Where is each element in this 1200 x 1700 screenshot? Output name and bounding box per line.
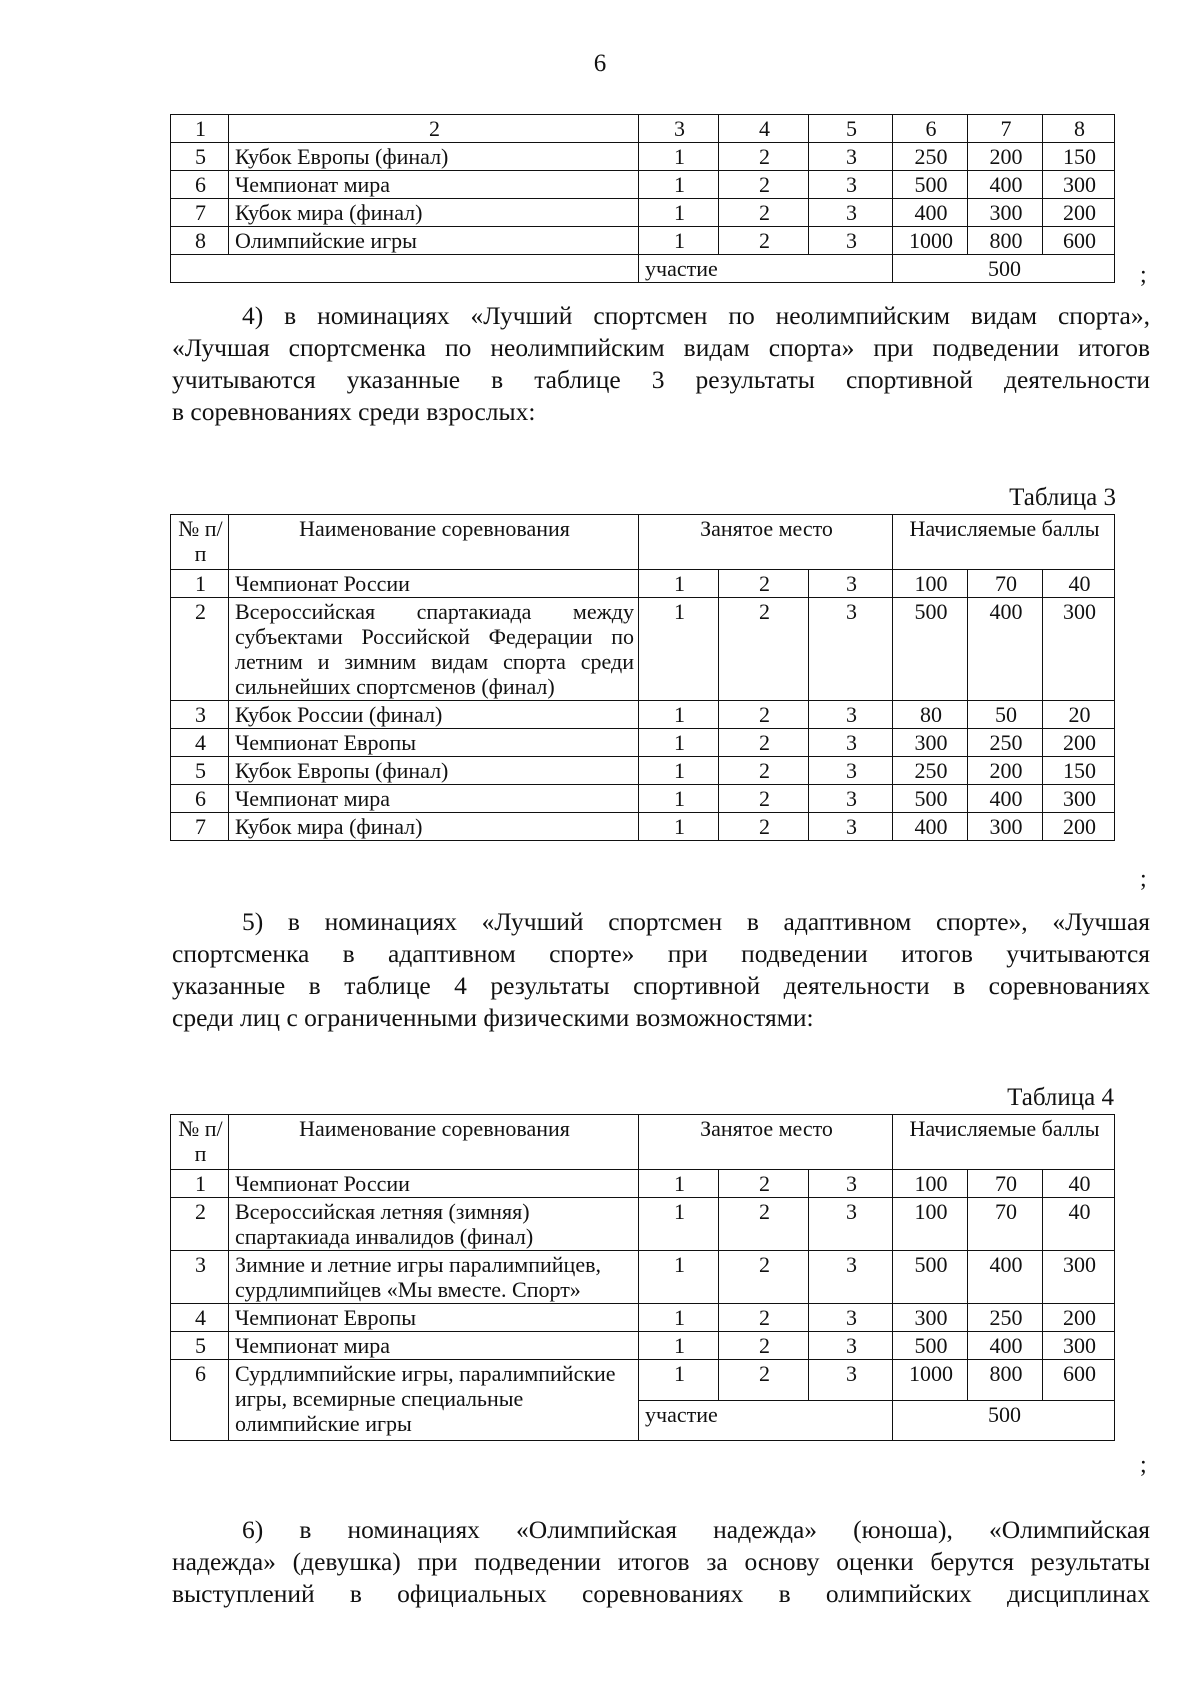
row-number: 5 (171, 757, 229, 785)
column-number: 5 (809, 115, 893, 143)
place-3: 3 (809, 757, 893, 785)
place-1: 1 (639, 813, 719, 841)
table-row (171, 1304, 1115, 1332)
table-header-row (171, 1115, 1115, 1170)
place-2: 2 (719, 1304, 809, 1332)
table-row (171, 1198, 1115, 1251)
place-3: 3 (809, 701, 893, 729)
competition-name: Чемпионат мира (229, 171, 639, 199)
text-line: среди лиц с ограниченными физическими возможностями: (172, 1003, 814, 1032)
column-number: 3 (639, 115, 719, 143)
end-semicolon: ; (1140, 866, 1147, 892)
place-1: 1 (639, 1251, 719, 1304)
place-2: 2 (719, 143, 809, 171)
place-3: 3 (809, 1360, 893, 1401)
place-2: 2 (719, 570, 809, 598)
row-number: 2 (171, 1198, 229, 1251)
table-row (171, 785, 1115, 813)
points-3: 20 (1043, 701, 1115, 729)
header-points: Начисляемые баллы (893, 515, 1115, 570)
competition-name: Зимние и летние игры паралимпийцев, сурдлимпийцев «Мы вместе. Спорт» (229, 1251, 639, 1304)
points-2: 200 (968, 757, 1043, 785)
table-row (171, 598, 1115, 701)
points-2: 70 (968, 570, 1043, 598)
points-3: 300 (1043, 1251, 1115, 1304)
end-semicolon: ; (1140, 1452, 1147, 1478)
points-2: 250 (968, 1304, 1043, 1332)
participation-points: 500 (893, 255, 1115, 283)
place-2: 2 (719, 813, 809, 841)
points-1: 400 (893, 813, 968, 841)
points-2: 800 (968, 227, 1043, 255)
points-2: 400 (968, 1251, 1043, 1304)
table-row (171, 1251, 1115, 1304)
points-3: 200 (1043, 1304, 1115, 1332)
place-2: 2 (719, 785, 809, 813)
points-1: 100 (893, 570, 968, 598)
competition-name: Чемпионат России (229, 570, 639, 598)
points-2: 250 (968, 729, 1043, 757)
paragraph-item-5 (172, 906, 1150, 1034)
row-number: 3 (171, 701, 229, 729)
place-1: 1 (639, 598, 719, 701)
place-1: 1 (639, 227, 719, 255)
table-row (171, 227, 1115, 255)
place-3: 3 (809, 1304, 893, 1332)
text-line: указанные в таблице 4 результаты спортивной деятельности в соревнованиях (172, 971, 1150, 1000)
points-2: 800 (968, 1360, 1043, 1401)
competition-name: Чемпионат Европы (229, 729, 639, 757)
place-1: 1 (639, 199, 719, 227)
competition-name: Всероссийская спартакиада между субъектами Российской Федерации по летним и зимним видам спорта среди сильнейших спортсменов (финал) (229, 598, 639, 701)
place-3: 3 (809, 1251, 893, 1304)
place-2: 2 (719, 1170, 809, 1198)
table-row (171, 701, 1115, 729)
place-2: 2 (719, 701, 809, 729)
points-2: 200 (968, 143, 1043, 171)
place-1: 1 (639, 785, 719, 813)
place-2: 2 (719, 757, 809, 785)
place-1: 1 (639, 1304, 719, 1332)
place-3: 3 (809, 813, 893, 841)
place-3: 3 (809, 729, 893, 757)
points-1: 80 (893, 701, 968, 729)
competition-name: Чемпионат России (229, 1170, 639, 1198)
text-line: спортсменка в адаптивном спорте» при подведении итогов учитываются (172, 939, 1150, 968)
points-1: 500 (893, 1332, 968, 1360)
points-2: 400 (968, 785, 1043, 813)
place-2: 2 (719, 1198, 809, 1251)
text-line: 6) в номинациях «Олимпийская надежда» (юноша), «Олимпийская (242, 1515, 1150, 1544)
table-row (171, 199, 1115, 227)
place-2: 2 (719, 598, 809, 701)
points-3: 40 (1043, 570, 1115, 598)
table-row (171, 570, 1115, 598)
text-line: 4) в номинациях «Лучший спортсмен по неолимпийским видам спорта», (242, 301, 1150, 330)
table-row (171, 143, 1115, 171)
participation-points: 500 (893, 1400, 1115, 1441)
points-3: 300 (1043, 785, 1115, 813)
points-3: 600 (1043, 227, 1115, 255)
place-3: 3 (809, 143, 893, 171)
table-header-row (171, 515, 1115, 570)
place-3: 3 (809, 171, 893, 199)
place-3: 3 (809, 199, 893, 227)
header-place: Занятое место (639, 1115, 893, 1170)
participation-row (171, 255, 1115, 283)
table-row (171, 1170, 1115, 1198)
end-semicolon: ; (1140, 262, 1147, 288)
row-number: 4 (171, 1304, 229, 1332)
points-1: 100 (893, 1170, 968, 1198)
place-2: 2 (719, 199, 809, 227)
points-3: 300 (1043, 598, 1115, 701)
place-3: 3 (809, 227, 893, 255)
points-3: 600 (1043, 1360, 1115, 1401)
place-3: 3 (809, 1170, 893, 1198)
table-row (171, 813, 1115, 841)
header-place: Занятое место (639, 515, 893, 570)
place-3: 3 (809, 1332, 893, 1360)
header-points: Начисляемые баллы (893, 1115, 1115, 1170)
row-number: 4 (171, 729, 229, 757)
points-1: 500 (893, 171, 968, 199)
header-number: № п/п (171, 1115, 229, 1170)
competition-name: Кубок мира (финал) (229, 813, 639, 841)
text-line: надежда» (девушка) при подведении итогов за основу оценки берутся результаты (172, 1547, 1150, 1576)
points-2: 400 (968, 171, 1043, 199)
points-3: 150 (1043, 143, 1115, 171)
competition-name: Чемпионат мира (229, 1332, 639, 1360)
place-1: 1 (639, 1198, 719, 1251)
row-number: 5 (171, 1332, 229, 1360)
competition-name: Всероссийская летняя (зимняя) спартакиада инвалидов (финал) (229, 1198, 639, 1251)
points-2: 300 (968, 199, 1043, 227)
row-number: 7 (171, 813, 229, 841)
points-2: 300 (968, 813, 1043, 841)
table-3-caption: Таблица 3 (1009, 484, 1116, 511)
table-4-caption: Таблица 4 (1007, 1084, 1114, 1111)
empty-cell (171, 255, 639, 283)
competition-name: Сурдлимпийские игры, паралимпийские игры, всемирные специальные олимпийские игры (229, 1360, 639, 1441)
points-3: 40 (1043, 1198, 1115, 1251)
column-number: 6 (893, 115, 968, 143)
table-row (171, 171, 1115, 199)
participation-label: участие (639, 255, 893, 283)
text-line: в соревнованиях среди взрослых: (172, 397, 536, 426)
place-1: 1 (639, 570, 719, 598)
competition-name: Кубок Европы (финал) (229, 143, 639, 171)
row-number: 1 (171, 570, 229, 598)
place-1: 1 (639, 1360, 719, 1401)
text-line: «Лучшая спортсменка по неолимпийским видам спорта» при подведении итогов (172, 333, 1150, 362)
table-row (171, 1360, 1115, 1401)
points-2: 70 (968, 1170, 1043, 1198)
competition-name: Чемпионат мира (229, 785, 639, 813)
row-number: 6 (171, 785, 229, 813)
points-3: 200 (1043, 813, 1115, 841)
place-2: 2 (719, 171, 809, 199)
points-3: 150 (1043, 757, 1115, 785)
place-2: 2 (719, 227, 809, 255)
column-number: 1 (171, 115, 229, 143)
place-3: 3 (809, 785, 893, 813)
table-header-row (171, 115, 1115, 143)
place-1: 1 (639, 171, 719, 199)
points-1: 500 (893, 785, 968, 813)
points-2: 50 (968, 701, 1043, 729)
place-3: 3 (809, 570, 893, 598)
place-1: 1 (639, 143, 719, 171)
place-2: 2 (719, 1360, 809, 1401)
points-1: 500 (893, 1251, 968, 1304)
place-1: 1 (639, 729, 719, 757)
points-1: 500 (893, 598, 968, 701)
points-1: 300 (893, 729, 968, 757)
text-line: выступлений в официальных соревнованиях в олимпийских дисциплинах (172, 1579, 1150, 1608)
points-1: 100 (893, 1198, 968, 1251)
table-3 (170, 514, 1115, 841)
row-number: 3 (171, 1251, 229, 1304)
points-1: 300 (893, 1304, 968, 1332)
points-2: 400 (968, 598, 1043, 701)
column-number: 2 (229, 115, 639, 143)
points-3: 300 (1043, 171, 1115, 199)
paragraph-item-4 (172, 300, 1150, 428)
competition-name: Чемпионат Европы (229, 1304, 639, 1332)
place-3: 3 (809, 1198, 893, 1251)
column-number: 4 (719, 115, 809, 143)
points-1: 250 (893, 757, 968, 785)
place-2: 2 (719, 1332, 809, 1360)
points-1: 400 (893, 199, 968, 227)
participation-label: участие (639, 1400, 893, 1441)
column-number: 8 (1043, 115, 1115, 143)
points-3: 40 (1043, 1170, 1115, 1198)
header-name: Наименование соревнования (229, 1115, 639, 1170)
table-row (171, 729, 1115, 757)
points-3: 300 (1043, 1332, 1115, 1360)
competition-name: Кубок Европы (финал) (229, 757, 639, 785)
competition-name: Олимпийские игры (229, 227, 639, 255)
results-table-continued (170, 114, 1115, 283)
place-1: 1 (639, 1332, 719, 1360)
row-number: 7 (171, 199, 229, 227)
header-number: № п/п (171, 515, 229, 570)
row-number: 6 (171, 1360, 229, 1441)
place-1: 1 (639, 757, 719, 785)
competition-name: Кубок мира (финал) (229, 199, 639, 227)
place-2: 2 (719, 729, 809, 757)
column-number: 7 (968, 115, 1043, 143)
row-number: 5 (171, 143, 229, 171)
place-2: 2 (719, 1251, 809, 1304)
points-1: 250 (893, 143, 968, 171)
row-number: 6 (171, 171, 229, 199)
table-4 (170, 1114, 1115, 1441)
points-3: 200 (1043, 199, 1115, 227)
points-1: 1000 (893, 227, 968, 255)
row-number: 1 (171, 1170, 229, 1198)
points-1: 1000 (893, 1360, 968, 1401)
row-number: 2 (171, 598, 229, 701)
header-name: Наименование соревнования (229, 515, 639, 570)
table-row (171, 757, 1115, 785)
points-2: 400 (968, 1332, 1043, 1360)
text-line: учитываются указанные в таблице 3 результаты спортивной деятельности (172, 365, 1150, 394)
competition-name: Кубок России (финал) (229, 701, 639, 729)
place-1: 1 (639, 701, 719, 729)
place-1: 1 (639, 1170, 719, 1198)
place-3: 3 (809, 598, 893, 701)
points-2: 70 (968, 1198, 1043, 1251)
points-3: 200 (1043, 729, 1115, 757)
text-line: 5) в номинациях «Лучший спортсмен в адаптивном спорте», «Лучшая (242, 907, 1150, 936)
page-number: 6 (593, 50, 607, 77)
row-number: 8 (171, 227, 229, 255)
table-row (171, 1332, 1115, 1360)
paragraph-item-6 (172, 1514, 1150, 1610)
